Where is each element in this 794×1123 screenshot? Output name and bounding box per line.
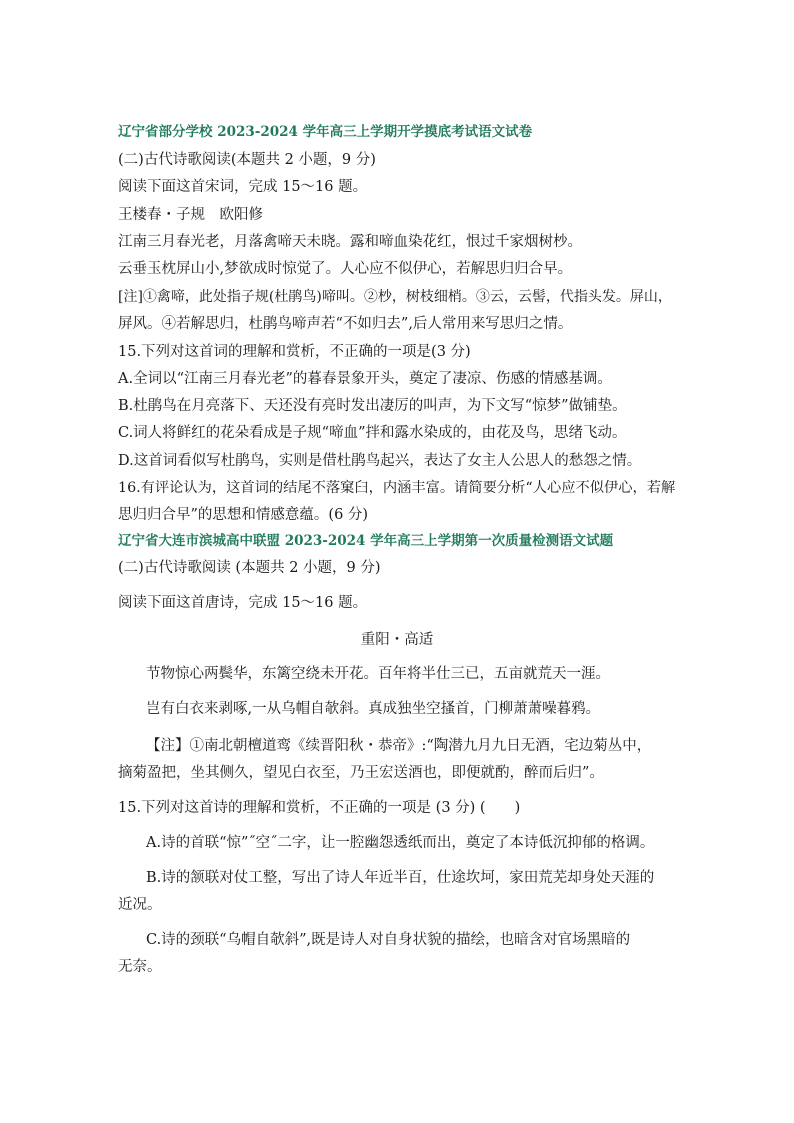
- section1-note: [注]①禽啼，此处指子规(杜鹃鸟)啼叫。②杪，树枝细梢。③云，云髻，代指头发。屏山，: [118, 289, 672, 305]
- section2-note: 【注】①南北朝檀道鸾《续晋阳秋・恭帝》:“陶潜九月九日无酒，宅边菊丛中，: [146, 738, 652, 754]
- section2-option-c: C.诗的颈联“乌帽自欹斜”,既是诗人对自身状貌的描绘，也暗含对官场黑暗的: [146, 932, 631, 948]
- section2-part-title: (二)古代诗歌阅读 (本题共 2 小题，9 分): [118, 560, 381, 576]
- section2-poem-line: 岂有白衣来剥啄,一从乌帽自欹斜。真成独坐空搔首，门柳萧萧噪暮鸦。: [146, 701, 601, 717]
- section2-question-15: 15.下列对这首诗的理解和赏析，不正确的一项是 (3 分) ( ): [118, 800, 521, 816]
- section2-poem-line: 节物惊心两鬓华，东篱空绕未开花。百年将半仕三已，五亩就荒天一涯。: [146, 666, 610, 682]
- section1-poem-title: 王楼春・子规 欧阳修: [118, 207, 263, 223]
- section1-option-b: B.杜鹃鸟在月亮落下、天还没有亮时发出凄厉的叫声，为下文写“惊梦”做铺垫。: [118, 398, 627, 414]
- section1-poem-line: 江南三月春光老，月落禽啼天未晓。露和啼血染花红，恨过千家烟树杪。: [118, 234, 582, 250]
- section2-poem-title: 重阳・高适: [360, 632, 434, 648]
- section1-heading: 辽宁省部分学校 2023-2024 学年高三上学期开学摸底考试语文试卷: [118, 124, 533, 140]
- section2-instruction: 阅读下面这首唐诗，完成 15～16 题。: [118, 595, 368, 611]
- section1-question-16: 16.有评论认为，这首词的结尾不落窠臼，内涵丰富。请简要分析“人心应不似伊心，若解: [118, 480, 676, 496]
- section2-note: 摘菊盈把，坐其侧久，望见白衣至，乃王宏送酒也，即便就酌，醉而后归”。: [118, 765, 604, 781]
- section1-question-15: 15.下列对这首词的理解和赏析，不正确的一项是(3 分): [118, 344, 471, 360]
- section1-option-d: D.这首词看似写杜鹃鸟，实则是借杜鹃鸟起兴，表达了女主人公思人的愁怨之情。: [118, 453, 642, 469]
- section1-instruction: 阅读下面这首宋词，完成 15～16 题。: [118, 179, 368, 195]
- section1-option-c: C.词人将鲜红的花朵看成是子规“啼血”拌和露水染成的，由花及鸟，思绪飞动。: [118, 425, 627, 441]
- section2-option-c: 无奈。: [118, 959, 162, 975]
- section1-option-a: A.全词以“江南三月春光老”的暮春景象开头，奠定了凄凉、伤感的情感基调。: [118, 371, 612, 387]
- section2-option-b: 近况。: [118, 897, 162, 913]
- section2-option-a: A.诗的首联“惊”˝空˝二字，让一腔幽怨透纸而出，奠定了本诗低沉抑郁的格调。: [146, 835, 655, 851]
- section1-question-16: 思归归合早”的思想和情感意蕴。(6 分): [118, 507, 369, 523]
- section2-option-b: B.诗的颔联对仗工整，写出了诗人年近半百，仕途坎坷，家田荒芜却身处天涯的: [146, 870, 655, 886]
- section1-part-title: (二)古代诗歌阅读(本题共 2 小题，9 分): [118, 152, 376, 168]
- section1-poem-line: 云垂玉枕屏山小,梦欲成时惊觉了。人心应不似伊心，若解思归归合早。: [118, 261, 573, 277]
- section1-note: 屏风。④若解思归，杜鹃鸟啼声若“不如归去”,后人常用来写思归之情。: [118, 316, 573, 332]
- section2-heading: 辽宁省大连市滨城高中联盟 2023-2024 学年高三上学期第一次质量检测语文试题: [118, 533, 614, 549]
